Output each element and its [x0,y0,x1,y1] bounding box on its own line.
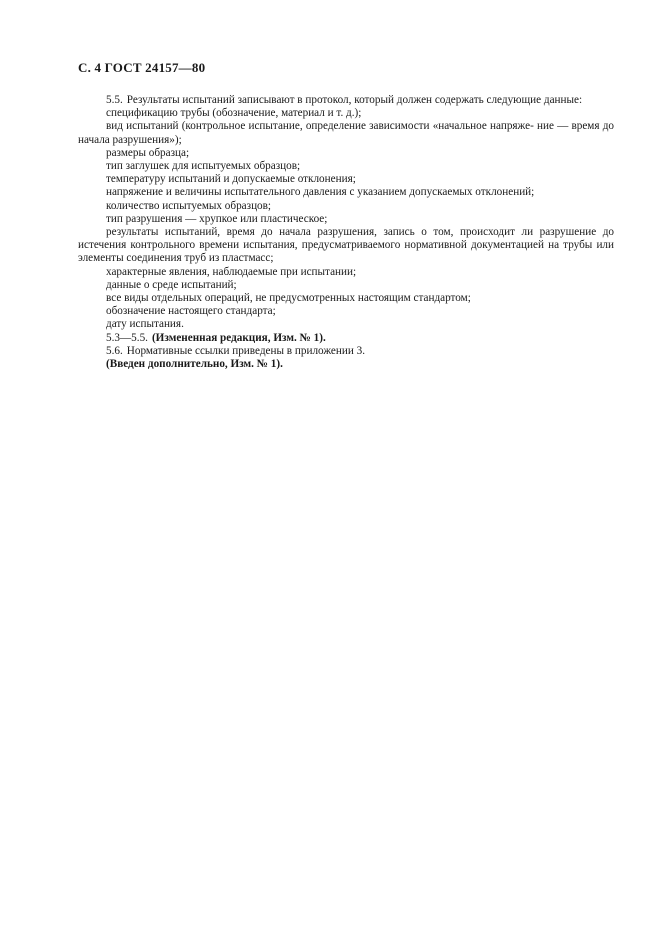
list-item: все виды отдельных операций, не предусмотренных настоящим стандартом; [106,292,471,305]
list-item: характерные явления, наблюдаемые при испытании; [106,265,357,278]
clause-number: 5.5. [106,94,123,106]
amendment-note: (Введен дополнительно, Изм. № 1). [106,358,283,371]
list-item: температуру испытаний и допускаемые отклонения; [106,173,356,186]
list-item: спецификацию трубы (обозначение, материал и т. д.); [106,107,362,120]
document-body [78,94,614,371]
amendment-range: 5.3—5.5. [106,331,148,344]
clause-5-6 [78,345,614,358]
list-item: данные о среде испытаний; [106,278,237,291]
list-item: дату испытания. [106,318,184,331]
list-item: вид испытаний (контрольное испытание, определение зависимости «начальное напряже- ние — время до начала разрушения»); [78,120,614,146]
list-item: напряжение и величины испытательного давления с указанием допускаемых отклонений; [106,186,535,199]
page-header: С. 4 ГОСТ 24157—80 [78,60,206,75]
clause-text: Нормативные ссылки приведены в приложении 3. [126,344,366,357]
list-item: тип заглушек для испытуемых образцов; [106,160,301,173]
list-item: размеры образца; [106,146,190,159]
clause-text: Результаты испытаний записывают в протокол, который должен содержать следующие данные: [126,94,583,106]
amendment-text: (Измененная редакция, Изм. № 1). [151,331,326,344]
amendment-note [78,332,614,345]
list-item: обозначение настоящего стандарта; [106,305,276,318]
clause-number: 5.6. [106,344,123,357]
list-item: результаты испытаний, время до начала разрушения, запись о том, происходит ли разрушение до истечения контрольного времени испытания, предусматриваемого нормативной документацией на трубы или элементы соединения труб из пластмасс; [78,226,614,265]
clause-5-5 [78,94,614,107]
list-item: количество испытуемых образцов; [106,199,272,212]
list-item: тип разрушения — хрупкое или пластическое; [106,212,328,225]
